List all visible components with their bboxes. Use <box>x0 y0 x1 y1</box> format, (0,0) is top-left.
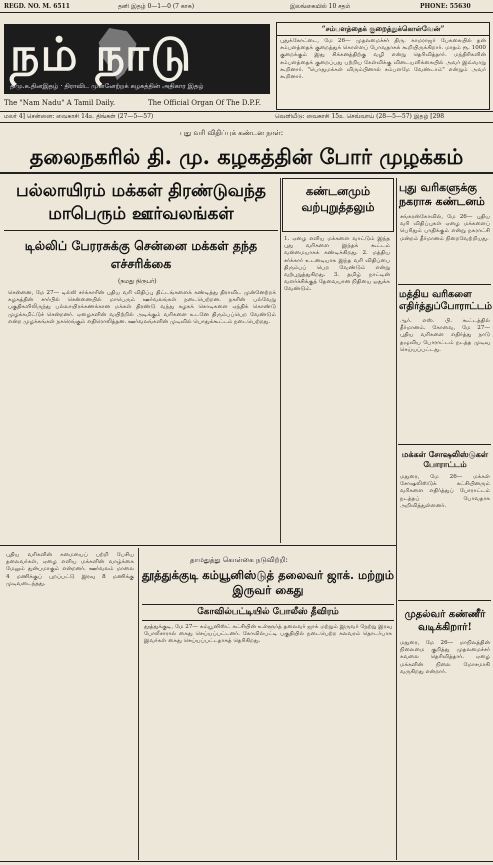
lower-sub-headline: கோவில்பட்டியில் போலீஸ் தீவிரம் <box>142 604 394 621</box>
right-body-3: மதுரை, மே 26— மக்கள் சோஷலிஸ்டுக் கட்சியினரும் வரிகளை எதிர்த்துப் போராட்டம் நடத்தப் போவதாக அறிவித்துள்ளனர். <box>400 474 490 509</box>
top-rule <box>0 12 493 13</box>
lower-kicker: தாமதுத்து கொள்கை நடுவிற்றி: <box>190 556 288 564</box>
issue-info-left: மலர் 4] சென்னை: வைகாசி 14உ திங்கள் (27—5—57) <box>4 113 154 120</box>
sub-headline-1: பல்லாயிரம் மக்கள் திரண்டுவந்த மாபெரும் ஊர்வலங்கள் <box>15 181 267 224</box>
right-body-1: சங்கரன்கோவில், மே 26— புதிய வரி விதிப்புகள் ஏழை மக்களைப் பெரிதும் பாதிக்கும் என்று நகராட்சி மன்றம் தீர்மானம் நிறைவேற்றியது. <box>400 214 490 242</box>
kicker: புது வரி விதிப்புக் கண்டன நாள்: <box>180 129 284 137</box>
main-headline: தலைநகரில் தி. மு. கழகத்தின் போர் முழக்கம் <box>29 145 464 169</box>
logo-text: நம் நாடு <box>10 27 193 81</box>
lower-headline: தூத்துக்குடி கம்யூனிஸ்டுத் தலைவர் ஜாக். மற்றும் இருவர் கைது <box>142 568 394 597</box>
right-body-4: மதுரை, மே 26— மாநிலத்தின் நிலைமை குறித்து முதலமைச்சர் கவலை தெரிவித்தார். ஏழை மக்களின் நிலை மோசமாகி வருகிறது என்றார். <box>400 640 490 675</box>
lower-center-body: தூத்துக்குடி, மே 27— கம்யூனிஸ்ட் கட்சியின் உள்ளூர்த் தலைவர் ஜாக் மற்றும் இருவர் நேற்று இரவு போலீசாரால் கைது செய்யப்பட்டனர். கோவில்பட்டி பகுதியில் நடைபெற்ற கலவரம் தொடர்பாக இவர்கள் கைது செய்யப்பட்டதாகத் தெரிகிறது. <box>144 624 392 645</box>
price-center: தனி இதழ் 0—1—0 (7 காசு) <box>118 3 195 10</box>
right-body-2: ஆர். எஸ். பி. கூட்டத்தில் தீர்மானம். கோவை, மே 27— புதிய வரிகளை எதிர்த்து நாடு தழுவிய போராட்டம் நடத்த முடிவு செய்யப்பட்டது. <box>400 318 490 353</box>
mid-headline-box <box>282 178 394 232</box>
right-headline-3: மக்கள் சோஷலிஸ்டுகள் போராட்டம் <box>401 449 489 469</box>
right-headline-1: புது வரிகளுக்கு நகராசு கண்டனம் <box>399 181 485 208</box>
issue-info-right: வெளியீடு: வைகாசி 15உ செவ்வாய் (28—5—57) இதழ் [298 <box>275 113 445 120</box>
lead-story: சென்னை, மே 27— டில்லி சர்க்காரின் புதிய வரி விதிப்பு திட்டங்களைக் கண்டித்து திராவிட முன்னேற்றக் கழகத்தின் சார்பில் சென்னையில் மாபெரும் ஊர்வலங்கள் நடைபெற்றன. நகரின் பல்வேறு பகுதிகளிலிருந்து பல்லாயிரக்கணக்கான மக்கள் திரண்டு வந்து கழகக் கொடிகளை ஏந்திக் கொண்டு முழக்கமிட்டுச் சென்றனர். ஏழைகளின் வயிற்றில் அடிக்கும் வரிகளை உடனே திரும்பப்பெற வேண்டும் என்ற முழக்கங்கள் நகரெங்கும் எதிரொலித்தன. ஊர்வலங்களின் முடிவில் பொதுக்கூட்டம் நடைபெற்றது. <box>8 290 276 325</box>
sub-headline-2: டில்லிப் பேரரசுக்கு சென்னை மக்கள் தந்த எச்சரிக்கை <box>24 238 258 271</box>
english-line-2: The Official Organ Of The D.P.F. <box>148 99 261 107</box>
lower-left-body: புதிய வரிகளின் சுமையைப் பற்றி பேசிய தலைவர்கள், ஏழை எளிய மக்களின் வாழ்க்கை மேலும் துன்பமாகும் என்றனர். ஊர்வலம் மாலை 4 மணிக்குப் புறப்பட்டு இரவு 8 மணிக்கு முடிவடைந்தது. <box>6 552 134 587</box>
top-right-box-body: புதுக்கோட்டை, மே 26— முதலமைச்சர் திரு. காமராஜர் பேசுகையில் தன் சம்பளத்தைக் குறைத்துக் கொள்ளப் போவதாகக் கூறியிருக்கிறார். மாதம் ரூ. 1000 குறைக்கும் இது சிக்கனத்திற்கு வழி என்று தெரிவித்தார். மந்திரிகளின் சம்பளத்தைக் குறைப்பது பற்றிய கேள்விக்கு விடையளிக்கையில் அவர் இவ்வாறு கூறினார். "பொதுமக்கள் விரும்பினால் சம்பளமே வேண்டாம்" என்றும் அவர் கூறினார். <box>280 38 486 81</box>
mid-headline: கண்டனமும் வற்புறுத்தலும் <box>301 184 375 214</box>
price-right: இலங்கையில் 10 சதம் <box>290 3 351 10</box>
regd-number: REGD. NO. M. 6511 <box>4 3 70 10</box>
phone-number: PHONE: 55630 <box>420 3 471 10</box>
mid-body: 1. ஏழை எளிய மக்களை வாட்டும் இந்த புது வரிகளை இந்தக் கூட்டம் வன்மையாகக் கண்டிக்கிறது. 2. மத்திய சர்க்கார் உடனடியாக இந்த வரி விதிப்பை திரும்பப் பெற வேண்டும் என்று வற்புறுத்துகிறது. 3. தமிழ் நாட்டின் வளர்ச்சிக்குத் தேவையான நிதியை ஒதுக்க வேண்டும். <box>284 236 390 293</box>
byline: (நமது நிருபர்) <box>118 278 157 285</box>
right-headline-4: முதல்வர் கண்ணீர் வடிக்கிறார்! <box>404 609 486 633</box>
logo-subtitle: திமு.க.தினஇதழ் · திராவிட முன்னேற்றக் கழகத்தின் அதிகார இதழ் <box>10 82 204 90</box>
english-line-1: The "Nam Nadu" A Tamil Daily. <box>4 99 116 107</box>
masthead-logo <box>4 24 270 94</box>
top-right-box-title: “சம்பளத்தைக் குறைத்துக்கொள்வேன்” <box>277 23 489 36</box>
right-headline-2: மத்திய வரிகளை எதிர்த்துப்போராட்டம் <box>399 289 493 312</box>
top-right-box <box>276 22 490 110</box>
